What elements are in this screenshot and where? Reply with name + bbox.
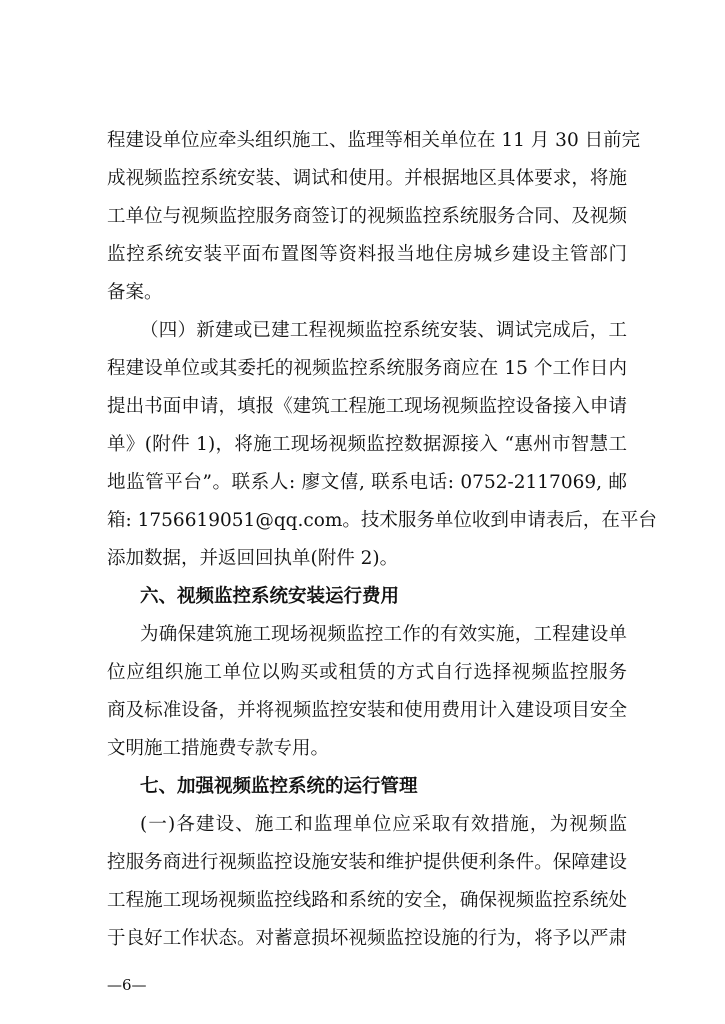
section-heading: 六、视频监控系统安装运行费用: [140, 586, 400, 607]
body-text-line: 备案。: [107, 282, 163, 303]
body-text-line: 工程施工现场视频监控线路和系统的安全，确保视频监控系统处: [107, 890, 627, 911]
body-text-line: 文明施工措施费专款专用。: [107, 738, 330, 759]
body-text-line: 程建设单位或其委托的视频监控系统服务商应在 15 个工作日内: [107, 358, 627, 379]
body-text-line: 为确保建筑施工现场视频监控工作的有效实施，工程建设单: [140, 624, 627, 645]
body-text-line: 箱: 1756619051@qq.com。技术服务单位收到申请表后，在平台: [107, 510, 657, 531]
body-text-line: 程建设单位应牵头组织施工、监理等相关单位在 11 月 30 日前完: [107, 130, 641, 151]
body-text-line: 提出书面申请，填报《建筑工程施工现场视频监控设备接入申请: [107, 396, 627, 417]
body-text-line: 单》(附件 1)，将施工现场视频监控数据源接入 “惠州市智慧工: [107, 434, 627, 455]
body-text-line: 于良好工作状态。对蓄意损坏视频监控设施的行为，将予以严肃: [107, 928, 627, 949]
body-text-line: 成视频监控系统安装、调试和使用。并根据地区具体要求，将施: [107, 168, 627, 189]
body-text-line: (一)各建设、施工和监理单位应采取有效措施，为视频监: [140, 814, 627, 835]
body-text-line: 控服务商进行视频监控设施安装和维护提供便利条件。保障建设: [107, 852, 627, 873]
body-text-line: 添加数据，并返回回执单(附件 2)。: [107, 548, 399, 569]
body-text-line: 工单位与视频监控服务商签订的视频监控系统服务合同、及视频: [107, 206, 627, 227]
section-heading: 七、加强视频监控系统的运行管理: [140, 776, 418, 797]
page-number: —6—: [107, 976, 147, 994]
body-text-line: 地监管平台”。联系人: 廖文僖, 联系电话: 0752-2117069, 邮: [107, 472, 627, 493]
body-text-line: 监控系统安装平面布置图等资料报当地住房城乡建设主管部门: [107, 244, 627, 265]
body-text-line: （四）新建或已建工程视频监控系统安装、调试完成后，工: [140, 320, 627, 341]
body-text-line: 商及标准设备，并将视频监控安装和使用费用计入建设项目安全: [107, 700, 627, 721]
body-text-line: 位应组织施工单位以购买或租赁的方式自行选择视频监控服务: [107, 662, 627, 683]
